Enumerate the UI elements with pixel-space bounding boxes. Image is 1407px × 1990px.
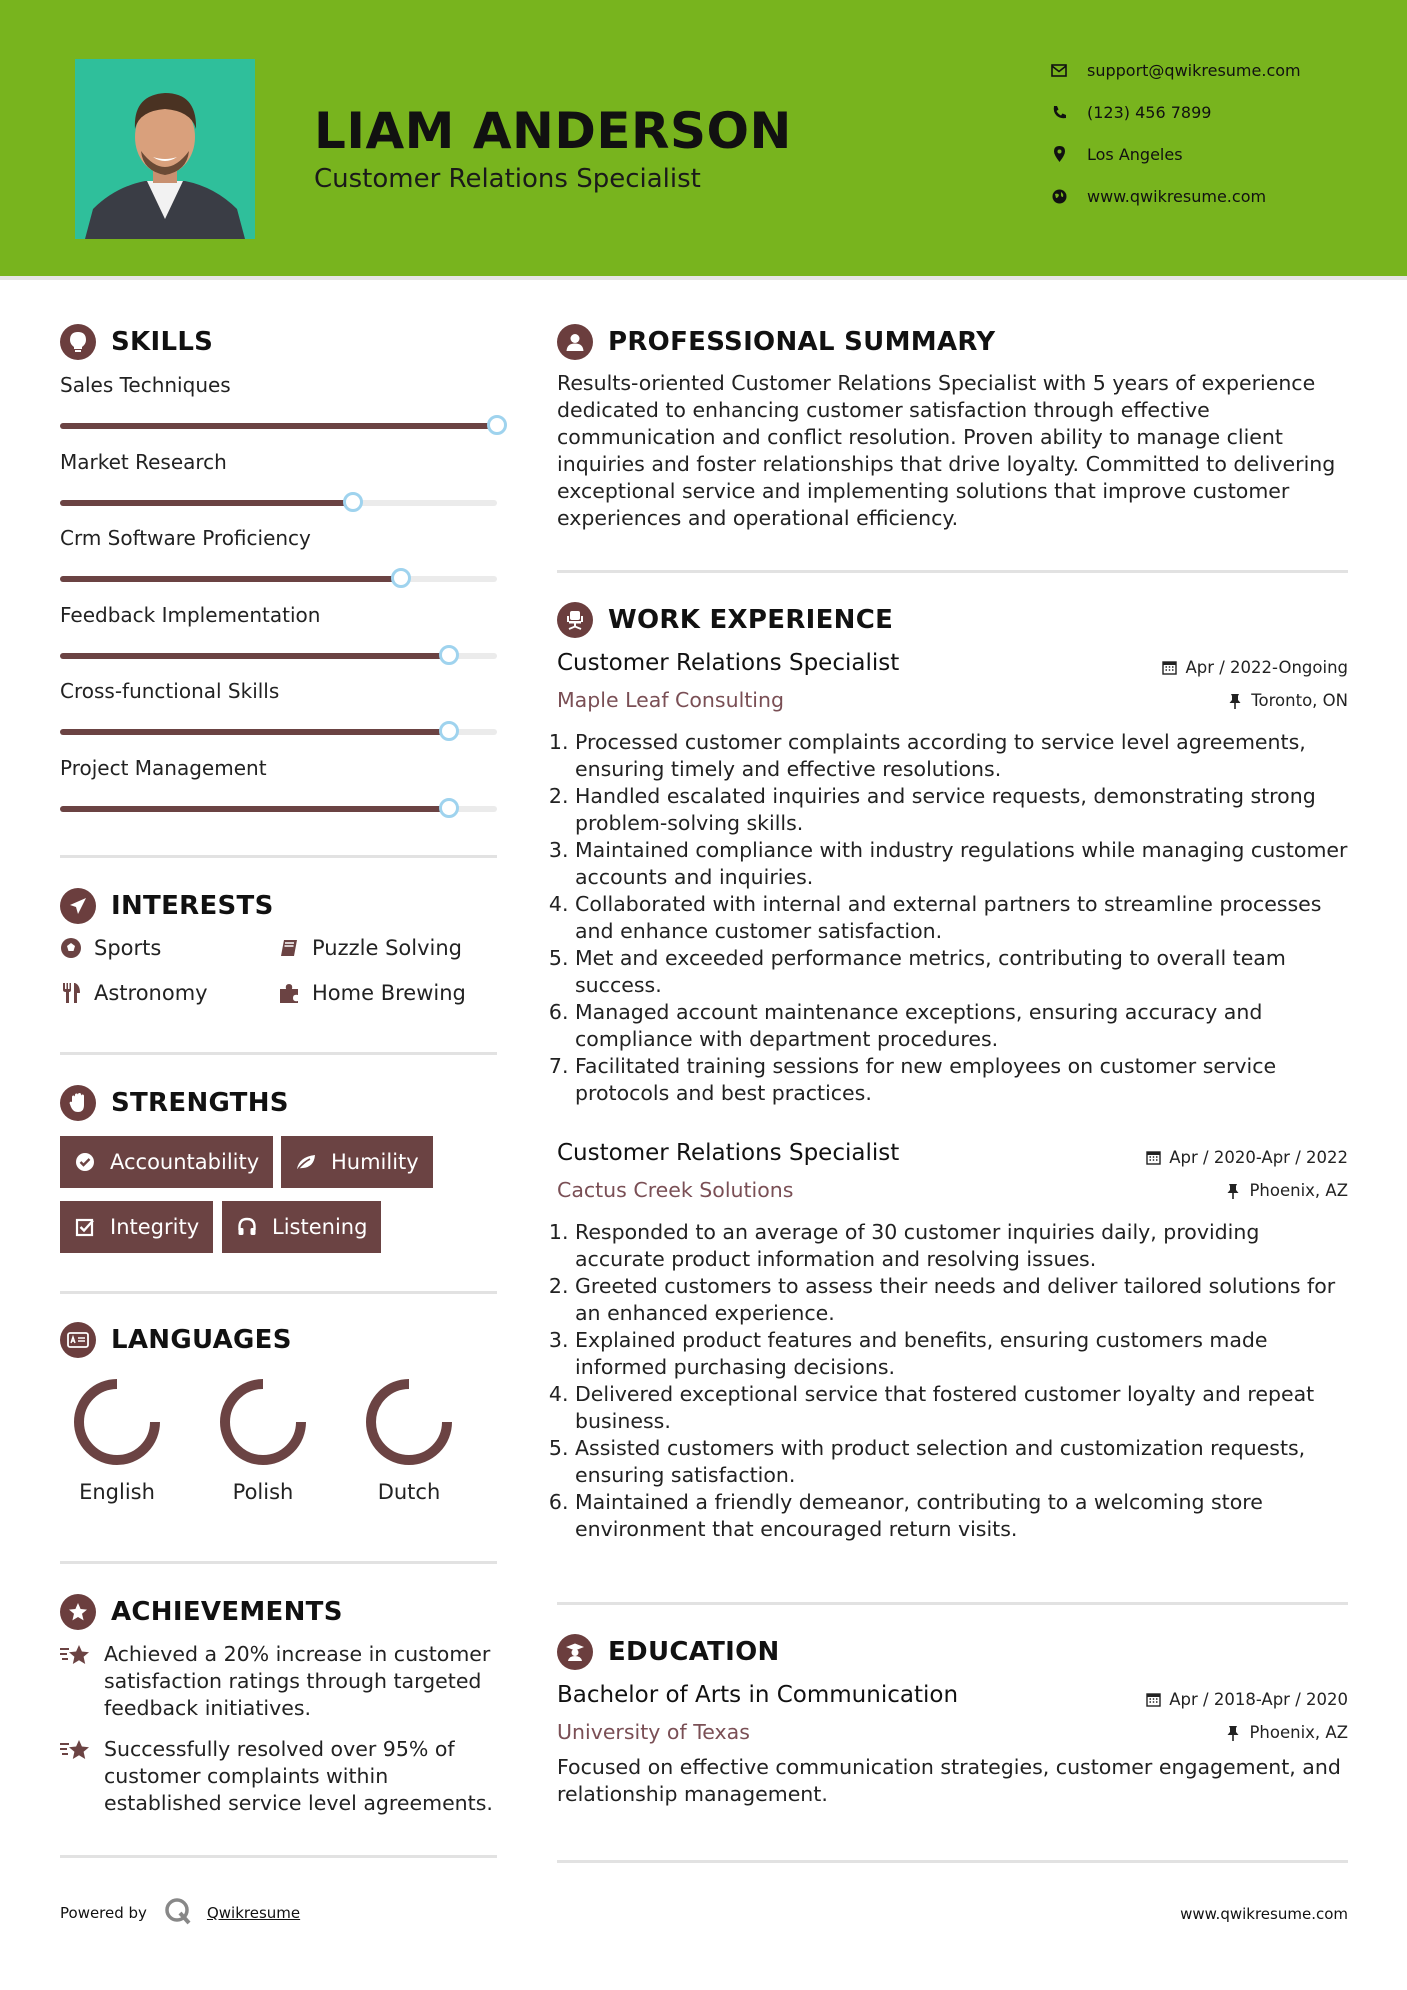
interest-label: Sports <box>94 936 162 960</box>
job-date <box>1161 658 1348 677</box>
contact-email-text: support@qwikresume.com <box>1087 60 1301 80</box>
strength-tag <box>281 1136 433 1188</box>
skill-item <box>60 525 500 551</box>
divider <box>557 570 1348 573</box>
divider <box>60 1052 497 1055</box>
powered-by-text: Powered by <box>60 1904 147 1922</box>
strengths-heading <box>60 1085 289 1121</box>
skill-level-bar <box>60 653 497 659</box>
footer-powered-by <box>60 1896 300 1930</box>
job-title: Customer Relations Specialist <box>557 1140 900 1166</box>
language-name: Dutch <box>377 1480 441 1504</box>
interest-item <box>278 936 462 960</box>
candidate-name: LIAM ANDERSON <box>314 102 792 160</box>
skill-name: Market Research <box>60 449 227 474</box>
skill-level-bar <box>60 500 497 506</box>
skill-level-bar <box>60 806 497 812</box>
job-date-text: Apr / 2022-Ongoing <box>1185 658 1348 677</box>
responsibility-item: 6. Managed account maintenance exceptions, ensuring accuracy and compliance with department procedures. <box>575 999 1349 1053</box>
user-icon <box>557 324 593 360</box>
responsibility-item: 6. Maintained a friendly demeanor, contributing to a welcoming store environment that encouraged return visits. <box>575 1489 1349 1543</box>
star-icon <box>60 1643 92 1722</box>
language-level-ring <box>71 1376 163 1468</box>
education-heading <box>557 1634 780 1670</box>
language-level-arc <box>225 1384 301 1460</box>
responsibility-item: 4. Delivered exceptional service that fostered customer loyalty and repeat business. <box>575 1381 1349 1435</box>
qwikresume-logo-icon <box>163 1896 193 1930</box>
language-item <box>344 1376 474 1504</box>
skill-level-fill <box>60 806 449 812</box>
responsibility-item: 3. Maintained compliance with industry regulations while managing customer accounts and inquiries. <box>575 837 1349 891</box>
achievements-title: ACHIEVEMENTS <box>111 1597 343 1627</box>
interest-label: Astronomy <box>94 981 208 1005</box>
responsibility-item: 5. Assisted customers with product selection and customization requests, ensuring satisfaction. <box>575 1435 1349 1489</box>
responsibility-item: 1. Responded to an average of 30 customer inquiries daily, providing accurate product information and resolving issues. <box>575 1219 1349 1273</box>
profile-photo <box>75 59 255 239</box>
skill-level-fill <box>60 500 353 506</box>
interest-item <box>60 981 208 1005</box>
language-name: Polish <box>232 1480 294 1504</box>
strength-tag <box>60 1136 273 1188</box>
strength-label: Humility <box>331 1150 419 1174</box>
skill-name: Cross-functional Skills <box>60 679 280 703</box>
language-card-icon <box>60 1322 96 1358</box>
book-icon <box>278 937 300 959</box>
contact-email[interactable] <box>1050 54 1301 86</box>
office-chair-icon <box>557 602 593 638</box>
contact-website-text: www.qwikresume.com <box>1087 186 1267 206</box>
interest-label: Puzzle Solving <box>312 936 462 960</box>
strength-label: Integrity <box>110 1215 200 1239</box>
school-name: University of Texas <box>557 1720 750 1744</box>
graduate-icon <box>557 1634 593 1670</box>
language-level-arc <box>79 1384 155 1460</box>
education-location <box>1225 1723 1348 1742</box>
achievement-text: Successfully resolved over 95% of customer complaints within established service level agreements. <box>104 1737 493 1815</box>
skill-name: Feedback Implementation <box>60 602 321 627</box>
envelope-icon <box>1050 61 1068 79</box>
contact-location-text: Los Angeles <box>1087 144 1183 164</box>
candidate-title: Customer Relations Specialist <box>314 164 701 194</box>
education-date-text: Apr / 2018-Apr / 2020 <box>1169 1690 1348 1709</box>
skill-level-fill <box>60 653 449 659</box>
skill-level-bar <box>60 423 497 429</box>
skill-item <box>60 449 500 475</box>
languages-heading <box>60 1322 292 1358</box>
language-item <box>52 1376 182 1504</box>
hand-icon <box>60 1085 96 1121</box>
skill-item <box>60 678 500 704</box>
responsibility-item: 2. Handled escalated inquiries and service requests, demonstrating strong problem-solving skills. <box>575 783 1349 837</box>
strength-tag <box>222 1201 381 1253</box>
education-description: Focused on effective communication strategies, customer engagement, and relationship management. <box>557 1755 1341 1806</box>
pushpin-icon <box>1225 1725 1241 1741</box>
contact-phone-text: (123) 456 7899 <box>1087 102 1212 122</box>
calendar-icon <box>1161 660 1177 676</box>
job-location-text: Phoenix, AZ <box>1249 1181 1348 1200</box>
summary-text: Results-oriented Customer Relations Specialist with 5 years of experience dedicated to enhancing customer satisfaction through effective communication and conflict resolution. Proven ability to manage client inquiries and foster relationships that drive loyalty. Committed to delivering exceptional service and implementing solutions that improve customer experiences and operational efficiency. <box>557 371 1336 530</box>
skill-name: Project Management <box>60 755 267 780</box>
interest-item <box>278 981 466 1005</box>
globe-icon <box>1050 187 1068 205</box>
skill-level-knob <box>343 492 363 512</box>
skill-item <box>60 755 500 781</box>
pushpin-icon <box>1227 693 1243 709</box>
experience-heading <box>557 602 893 638</box>
education-title: EDUCATION <box>608 1637 780 1667</box>
languages-title: LANGUAGES <box>111 1325 292 1355</box>
qwikresume-link[interactable]: Qwikresume <box>206 1904 301 1922</box>
skill-name: Sales Techniques <box>60 373 231 397</box>
skill-level-fill <box>60 576 401 582</box>
skill-item <box>60 602 500 628</box>
responsibility-item: 1. Processed customer complaints according to service level agreements, ensuring timely and effective resolutions. <box>575 729 1349 783</box>
lightbulb-icon <box>60 324 96 360</box>
skill-level-bar <box>60 576 497 582</box>
job-date-text: Apr / 2020-Apr / 2022 <box>1169 1148 1348 1167</box>
headphones-icon <box>236 1216 258 1238</box>
responsibilities-list <box>557 729 1349 1107</box>
skill-item <box>60 372 500 398</box>
calendar-icon <box>1145 1150 1161 1166</box>
skill-level-knob <box>391 568 411 588</box>
job-location <box>1225 1181 1348 1200</box>
job-location <box>1227 691 1348 710</box>
language-level-arc <box>371 1384 447 1460</box>
check-circle-icon <box>74 1151 96 1173</box>
language-level-ring <box>217 1376 309 1468</box>
interest-label: Home Brewing <box>312 981 466 1005</box>
education-location-text: Phoenix, AZ <box>1249 1723 1348 1742</box>
interests-heading <box>60 888 274 924</box>
skill-level-knob <box>439 798 459 818</box>
strength-tag <box>60 1201 213 1253</box>
divider <box>60 1291 497 1294</box>
responsibilities-list <box>557 1219 1349 1543</box>
job-date <box>1145 1148 1348 1167</box>
responsibility-item: 3. Explained product features and benefits, ensuring customers made informed purchasing decisions. <box>575 1327 1349 1381</box>
responsibility-item: 4. Collaborated with internal and external partners to streamline processes and enhance customer satisfaction. <box>575 891 1349 945</box>
responsibility-item: 5. Met and exceeded performance metrics, contributing to overall team success. <box>575 945 1349 999</box>
responsibility-item: 2. Greeted customers to assess their needs and deliver tailored solutions for an enhanced experience. <box>575 1273 1349 1327</box>
skill-level-knob <box>439 721 459 741</box>
star-badge-icon <box>60 1594 96 1630</box>
strength-label: Accountability <box>110 1150 260 1174</box>
skill-level-fill <box>60 423 497 429</box>
responsibility-item: 7. Facilitated training sessions for new employees on customer service protocols and best practices. <box>575 1053 1349 1107</box>
header-banner <box>0 0 1407 276</box>
soccer-ball-icon <box>60 937 82 959</box>
company-name: Maple Leaf Consulting <box>557 688 785 712</box>
experience-title: WORK EXPERIENCE <box>608 605 894 635</box>
strengths-title: STRENGTHS <box>111 1088 289 1118</box>
skills-title: SKILLS <box>111 327 214 357</box>
skill-level-bar <box>60 729 497 735</box>
divider <box>60 1855 497 1858</box>
calendar-icon <box>1145 1692 1161 1708</box>
puzzle-icon <box>278 982 300 1004</box>
utensils-icon <box>60 982 82 1004</box>
contact-phone[interactable] <box>1050 96 1211 128</box>
map-pin-icon <box>1050 145 1068 163</box>
phone-icon <box>1050 103 1068 121</box>
footer-url[interactable]: www.qwikresume.com <box>1180 1905 1348 1923</box>
divider <box>557 1860 1348 1863</box>
leaf-icon <box>295 1151 317 1173</box>
summary-heading <box>557 324 995 360</box>
achievement-item <box>60 1736 500 1817</box>
job-title: Customer Relations Specialist <box>557 650 900 676</box>
achievements-heading <box>60 1594 343 1630</box>
language-level-ring <box>363 1376 455 1468</box>
skills-heading <box>60 324 213 360</box>
skill-level-knob <box>487 415 507 435</box>
skill-name: Crm Software Proficiency <box>60 526 311 550</box>
degree-name: Bachelor of Arts in Communication <box>557 1682 959 1708</box>
check-square-icon <box>74 1216 96 1238</box>
language-item <box>198 1376 328 1504</box>
divider <box>60 1561 497 1564</box>
education-date <box>1145 1690 1348 1709</box>
company-name: Cactus Creek Solutions <box>557 1178 794 1202</box>
skill-level-fill <box>60 729 449 735</box>
pushpin-icon <box>1225 1183 1241 1199</box>
summary-title: PROFESSIONAL SUMMARY <box>608 327 996 357</box>
contact-location <box>1050 138 1183 170</box>
header-divider <box>0 276 1407 280</box>
interests-title: INTERESTS <box>111 891 274 921</box>
job-location-text: Toronto, ON <box>1251 691 1348 710</box>
strength-label: Listening <box>272 1215 368 1239</box>
paper-plane-icon <box>60 888 96 924</box>
achievement-text: Achieved a 20% increase in customer satisfaction ratings through targeted feedback initiatives. <box>104 1642 491 1720</box>
language-name: English <box>79 1480 155 1504</box>
achievement-item <box>60 1641 500 1722</box>
skill-level-knob <box>439 645 459 665</box>
contact-website[interactable] <box>1050 180 1266 212</box>
star-icon <box>60 1738 92 1817</box>
divider <box>60 855 497 858</box>
interest-item <box>60 936 161 960</box>
divider <box>557 1602 1348 1605</box>
